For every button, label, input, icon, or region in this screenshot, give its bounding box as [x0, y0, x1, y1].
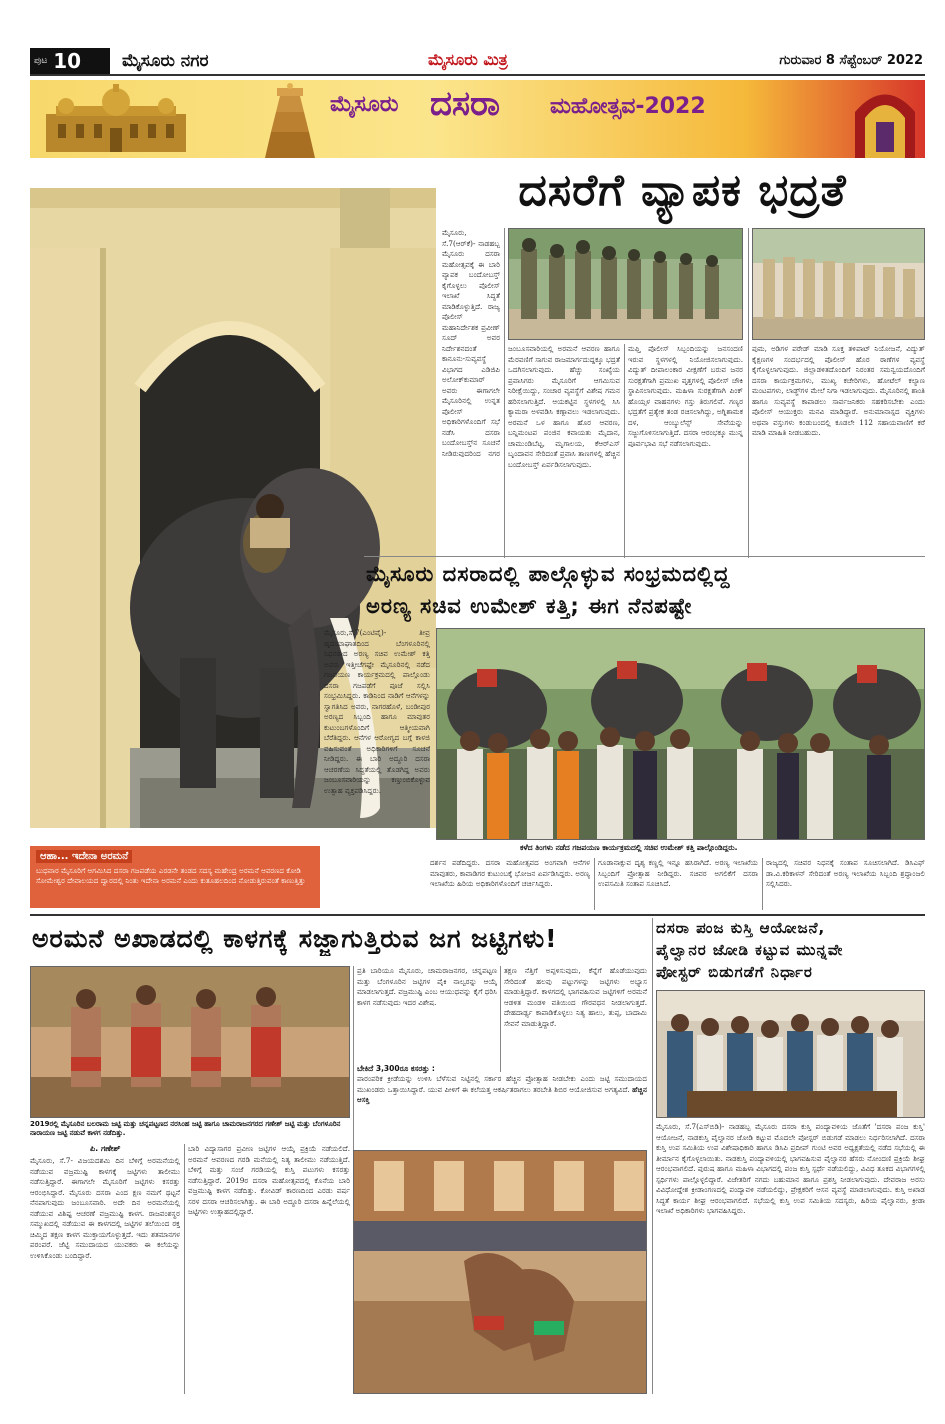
section-rule — [364, 556, 925, 557]
wrestlers-headline — [32, 922, 647, 956]
wrestlers-lower-subheading: ಹೆಚ್ಚಿನ ಆಸಕ್ತಿ — [357, 1084, 647, 1104]
lead-column-4-body — [752, 344, 925, 558]
gajapayana-scene — [437, 629, 925, 840]
minister-headline-line1: ಮೈಸೂರು ದಸರಾದಲ್ಲಿ ಪಾಲ್ಗೊಳ್ಳುವ ಸಂಭ್ರಮದಲ್ಲಿದ್ದ — [366, 562, 731, 586]
minister-headline-line2: ಅರಣ್ಯ ಸಚಿವ ಉಮೇಶ್ ಕತ್ತಿ; ಈಗ ನೆನಪಷ್ಟೇ — [366, 594, 693, 618]
elephant-caption-body: ಬುಧವಾರ ಮೈಸೂರಿಗೆ ಆಗಮಿಸಿದ ದಸರಾ ಗಜಪಡೆಯ ಎರಡನೇ ತಂಡದ ಸದಸ್ಯ ಮಹೇಂದ್ರ ಅರಮನೆ ಆವರಣದ ಕೋಡಿ ಸೋಮೇಶ್ವರ ದೇವಾಲಯದ ದ್ವಾರದಲ್ಲಿ ನಿಂತು ಇದೇನಾ ಅರಮನೆ ಎಂದು ಕುತೂಹಲದಿಂದ ನೋಡುತ್ತಿರುವಂತೆ ಕಾಣುತ್ತಿತ್ತು — [36, 866, 306, 885]
wrestlers-column-lower — [357, 1074, 647, 1144]
temple-gopura-illustration — [255, 82, 325, 158]
kusti-meeting-photo — [656, 990, 925, 1118]
gajapayana-photo-caption: ಕಳೆದ ತಿಂಗಳು ನಡೆದ ಗಜಪಯಣ ಕಾರ್ಯಕ್ರಮದಲ್ಲಿ ಸಚಿವ ಉಮೇಶ್ ಕತ್ತಿ ಪಾಲ್ಗೊಂಡಿದ್ದರು. — [520, 843, 738, 852]
wrestlers-posing-scene — [31, 967, 350, 1118]
page-number-box — [30, 48, 110, 74]
minister-column-b: ಗೂಡಾನಾಕ್ಸುವ ದೃಶ್ಯ ಕಣ್ಣಲ್ಲಿ ಇನ್ನೂ ಹಸಿರಾಗಿದೆ. ಅರಣ್ಯ ಇಲಾಖೆಯ ಸಿಬ್ಬಂದಿಗೆ ಪ್ರೋತ್ಸಾಹ ನೀಡಿದ್ದರು. ಸಚಿವರ ಅಗಲಿಕೆಗೆ ದಸರಾ ಉಪಸಮಿತಿ ಸಂತಾಪ ಸೂಚಿಸಿದೆ. — [598, 858, 758, 888]
lead-column-2: ಜಂಬೂಸವಾರಿಯಲ್ಲಿ ಅರಮನೆ ಆವರಣ ಹಾಗೂ ಮೆರವಣಿಗೆ ಸಾಗುವ ರಾಜಮಾರ್ಗದುದ್ದಕ್ಕೂ ಭದ್ರತೆ ಒದಗಿಸಲಾಗುವುದು. ಹೆಚ್ಚು ಸಂಖ್ಯೆಯ ಪ್ರವಾಸಿಗರು ಮೈಸೂರಿಗೆ ಆಗಮಿಸುವ ನಿರೀಕ್ಷೆಯಿದ್ದು, ಸಂಚಾರ ವ್ಯವಸ್ಥೆಗೆ ವಿಶೇಷ ಗಮನ ಹರಿಸಲಾಗುತ್ತಿದೆ. ಆಯಕಟ್ಟಿನ ಸ್ಥಳಗಳಲ್ಲಿ ಸಿಸಿ ಕ್ಯಾಮರಾ ಅಳವಡಿಸಿ ಕಣ್ಗಾವಲು ಇಡಲಾಗುವುದು. ಅರಮನೆ ಒಳ ಹಾಗೂ ಹೊರ ಆವರಣ, ಬನ್ನಿಮಂಟಪ ಪಂಜಿನ ಕವಾಯತು ಮೈದಾನ, ಚಾಮುಂಡಿಬೆಟ್ಟ, ಮೃಗಾಲಯ, ಕೆಆರ್‌ಎಸ್ ಬೃಂದಾವನ ಸೇರಿದಂತೆ ಪ್ರವಾಸಿ ತಾಣಗಳಲ್ಲಿ ಹೆಚ್ಚಿನ ಬಂದೋಬಸ್ತ್ ಏರ್ಪಡಿಸಲಾಗುವುದು. — [508, 344, 620, 469]
kusti-headline-line2: ಪೈಲ್ವಾನರ ಜೋಡಿ ಕಟ್ಟುವ ಮುನ್ನವೇ — [656, 941, 844, 959]
column-rule — [500, 966, 501, 1072]
kusti-headline-line3: ಪೋಸ್ಟರ್ ಬಿಡುಗಡೆಗೆ ನಿರ್ಧಾರ — [656, 963, 813, 981]
masthead-logo: ಮೈಸೂರು ಮಿತ್ರ — [428, 50, 508, 69]
wrestlers-column-4: ತಕ್ಷಣ ನೆತ್ತಿಗೆ ಅಪ್ಪಳಿಸುವುದು, ಕೆನ್ನೆಗೆ ಹೊಡೆಯುವುದು ಸೇರಿದಂತೆ ಹಲವು ಪಟ್ಟುಗಳನ್ನು ಜಟ್ಟಿಗಳು ಅಭ್ಯಾಸ ಮಾಡುತ್ತಿದ್ದಾರೆ. ಕಾಳಗದಲ್ಲಿ ಭಾಗವಹಿಸುವ ಜಟ್ಟಿಗಳಿಗೆ ಅರಮನೆ ಆಡಳಿತ ಮಂಡಳಿ ವತಿಯಿಂದ ಗೌರವಧನ ನೀಡಲಾಗುತ್ತದೆ. ದೇಹದಾರ್ಢ್ಯ ಕಾಪಾಡಿಕೊಳ್ಳಲು ನಿತ್ಯ ಹಾಲು, ತುಪ್ಪ, ಬಾದಾಮಿ ಸೇವನೆ ಮಾಡುತ್ತಿದ್ದಾರೆ. — [504, 966, 647, 1028]
column-rule — [594, 858, 595, 910]
wrestling-bout-scene — [354, 1151, 647, 1394]
page-header — [30, 48, 925, 76]
police-march-photo — [508, 228, 743, 340]
wrestlers-column-lower-text: ಪಾರಂಪರಿಕ ಕ್ರೀಡೆಯನ್ನು ಉಳಿಸಿ ಬೆಳೆಸುವ ನಿಟ್ಟಿನಲ್ಲಿ ಸರ್ಕಾರ ಹೆಚ್ಚಿನ ಪ್ರೋತ್ಸಾಹ ನೀಡಬೇಕು ಎಂದು ಜಟ್ಟಿ ಸಮುದಾಯದ ಮುಖಂಡರು ಒತ್ತಾಯಿಸಿದ್ದಾರೆ. ಯುವ ಪೀಳಿಗೆ ಈ ಕಲೆಯತ್ತ ಆಕರ್ಷಿತರಾಗಲು ತರಬೇತಿ ಶಿಬಿರ ಆಯೋಜಿಸುವ ಅಗತ್ಯವಿದೆ. — [357, 1074, 647, 1094]
column-rule — [762, 858, 763, 910]
wrestlers-headline-text: ಅರಮನೆ ಅಖಾಡದಲ್ಲಿ ಕಾಳಗಕ್ಕೆ ಸಜ್ಜಾಗುತ್ತಿರುವ ಜಗ ಜಟ್ಟಿಗಳು! — [32, 924, 558, 953]
page-label: ಪುಟ — [34, 56, 48, 66]
palace-illustration — [36, 84, 196, 156]
wrestlers-byline: ಪಿ. ಗಣೇಶ್ — [90, 1144, 121, 1153]
column-rule — [184, 1144, 185, 1394]
lead-column-1: ಮೈಸೂರು, ಸೆ.7(ಆರ್‌ಕೆ)- ನಾಡಹಬ್ಬ ಮೈಸೂರು ದಸರಾ ಮಹೋತ್ಸವಕ್ಕೆ ಈ ಬಾರಿ ವ್ಯಾಪಕ ಬಂದೋಬಸ್ತ್ ಕೈಗೊಳ್ಳಲು ಪೊಲೀಸ್ ಇಲಾಖೆ ಸಿದ್ಧತೆ ಮಾಡಿಕೊಳ್ಳುತ್ತಿದೆ. ರಾಜ್ಯ ಪೊಲೀಸ್ ಮಹಾನಿರ್ದೇಶಕ ಪ್ರವೀಣ್ ಸೂದ್ ಅವರ ನಿರ್ದೇಶನದಂತೆ ಕಾನೂನು-ಸುವ್ಯವಸ್ಥೆ ವಿಭಾಗದ ಎಡಿಜಿಪಿ ಅಲೋಕ್‌ಕುಮಾರ್ ಅವರು ಈಗಾಗಲೇ ಮೈಸೂರಿನಲ್ಲಿ ಉನ್ನತ ಪೊಲೀಸ್ ಅಧಿಕಾರಿಗಳೊಂದಿಗೆ ಸಭೆ ನಡೆಸಿ ದಸರಾ ಬಂದೋಬಸ್ತ್‌ನ ಸೂಚನೆ ನೀಡಿರುವುದರಿಂದ ನಗರ — [442, 228, 500, 458]
chamundeshwari-illustration — [850, 82, 920, 158]
wrestlers-subheading: ಬೇಕಿದೆ 3,300ರೂ ಕಸರತ್ತು : — [357, 1064, 435, 1073]
police-parade-photo — [752, 228, 925, 340]
wrestlers-posing-photo — [30, 966, 350, 1118]
issue-date: ಗುರುವಾರ 8 ಸೆಪ್ಟೆಂಬರ್ 2022 — [779, 53, 923, 68]
page-number: 10 — [53, 49, 82, 73]
police-parade-scene — [753, 229, 925, 340]
banner-title-dasara: ದಸರಾ — [430, 84, 501, 124]
elephant-caption-title: ಆಹಾ... ಇದೇನಾ ಅರಮನೆ — [36, 850, 132, 863]
minister-column-a: ದರ್ಶನ ಪಡೆದಿದ್ದರು. ದಸರಾ ಮಹೋತ್ಸವದ ಅಂಗವಾಗಿ ಆನೆಗಳ ಮಾವುತರು, ಕಾವಾಡಿಗರ ಕುಟುಂಬಕ್ಕೆ ಭೋಜನ ಏರ್ಪಡಿಸಿದ್ದರು. ಅರಣ್ಯ ಇಲಾಖೆಯ ಹಿರಿಯ ಅಧಿಕಾರಿಗಳೊಂದಿಗೆ ಚರ್ಚಿಸಿದ್ದರು. — [430, 858, 590, 888]
wrestlers-column-3-top: ಪ್ರತಿ ಬಾರಿಯೂ ಮೈಸೂರು, ಚಾಮರಾಜನಗರ, ಚನ್ನಪಟ್ಟಣ ಮತ್ತು ಬೆಂಗಳೂರಿನ ಜಟ್ಟಿಗಳ ಪೈಕಿ ನಾಲ್ವರನ್ನು ಆಯ್ಕೆ ಮಾಡಲಾಗುತ್ತದೆ. ವಜ್ರಮುಷ್ಟಿ ಎಂಬ ಆಯುಧವನ್ನು ಕೈಗೆ ಧರಿಸಿ ಕಾಳಗ ನಡೆಸುವುದು ಇದರ ವಿಶೇಷ. — [357, 966, 497, 1007]
elephant-caption-box — [30, 846, 320, 908]
minister-column-c: ರಾಜ್ಯದಲ್ಲಿ ಸಚಿವರ ನಿಧನಕ್ಕೆ ಸಂತಾಪ ಸೂಚಿಸಲಾಗಿದೆ. ಡಿಸಿಎಫ್ ಡಾ.ವಿ.ಕರಿಕಾಳನ್ ಸೇರಿದಂತೆ ಅರಣ್ಯ ಇಲಾಖೆಯ ಸಿಬ್ಬಂದಿ ಶ್ರದ್ಧಾಂಜಲಿ ಸಲ್ಲಿಸಿದರು. — [766, 858, 925, 888]
column-rule — [652, 918, 653, 1394]
wrestlers-column-2: ಬಾರಿ ವಿದ್ಯಾಸಾಗರ ಪ್ರವೀಣ ಜಟ್ಟಿಗಳ ಆಯ್ಕೆ ಪ್ರಕ್ರಿಯೆ ನಡೆಯಲಿದೆ. ಅರಮನೆ ಆವರಣದ ಗರಡಿ ಮನೆಯಲ್ಲಿ ನಿತ್ಯ ತಾಲೀಮು ನಡೆಯುತ್ತಿದೆ. ಬೆಳಿಗ್ಗೆ ಮತ್ತು ಸಂಜೆ ಗರಡಿಯಲ್ಲಿ ಕುಸ್ತಿ ಪಟುಗಳು ಕಸರತ್ತು ನಡೆಸುತ್ತಿದ್ದಾರೆ. 2019ರ ದಸರಾ ಮಹೋತ್ಸವದಲ್ಲಿ ಕೊನೆಯ ಬಾರಿ ವಜ್ರಮುಷ್ಟಿ ಕಾಳಗ ನಡೆದಿತ್ತು. ಕೋವಿಡ್ ಕಾರಣದಿಂದ ಎರಡು ವರ್ಷ ಸರಳ ದಸರಾ ಆಚರಿಸಲಾಗಿತ್ತು. ಈ ಬಾರಿ ಅದ್ಧೂರಿ ದಸರಾ ಹಿನ್ನೆಲೆಯಲ್ಲಿ ಜಟ್ಟಿಗಳು ಉತ್ಸಾಹದಲ್ಲಿದ್ದಾರೆ. — [188, 1144, 350, 1216]
section-name: ಮೈಸೂರು ನಗರ — [122, 51, 209, 71]
column-rule — [504, 228, 505, 558]
kusti-body: ಮೈಸೂರು, ಸೆ.7(ಎಸ್‌ಬಿಡಿ)- ನಾಡಹಬ್ಬ ಮೈಸೂರು ದಸರಾ ಕುಸ್ತಿ ಪಂದ್ಯಾವಳಿಯ ಜೊತೆಗೆ 'ದಸರಾ ಪಂಜ ಕುಸ್ತಿ' ಆಯೋಜನೆ, ನಾಡಕುಸ್ತಿ ಪೈಲ್ವಾನರ ಜೋಡಿ ಕಟ್ಟುವ ಮೊದಲೇ ಪೋಸ್ಟರ್ ಬಿಡುಗಡೆ ಮಾಡಲು ನಿರ್ಧರಿಸಲಾಗಿದೆ. ದಸರಾ ಕುಸ್ತಿ ಉಪ ಸಮಿತಿಯ ಉಪ ವಿಶೇಷಾಧಿಕಾರಿ ಹಾಗೂ ಡಿಸಿಪಿ ಪ್ರದೀಪ್ ಗುಂಟಿ ಅವರ ಅಧ್ಯಕ್ಷತೆಯಲ್ಲಿ ನಡೆದ ಸಭೆಯಲ್ಲಿ ಈ ತೀರ್ಮಾನ ಕೈಗೊಳ್ಳಲಾಯಿತು. ನಾಡಕುಸ್ತಿ ಪಂದ್ಯಾವಳಿಯಲ್ಲಿ ಭಾಗವಹಿಸುವ ಪೈಲ್ವಾನರ ಹೆಸರು ನೋಂದಣಿ ಪ್ರಕ್ರಿಯೆ ಶೀಘ್ರ ಆರಂಭವಾಗಲಿದೆ. ಪುರುಷ ಹಾಗೂ ಮಹಿಳಾ ವಿಭಾಗದಲ್ಲಿ ಪಂಜ ಕುಸ್ತಿ ಸ್ಪರ್ಧೆ ನಡೆಯಲಿದ್ದು, ವಿವಿಧ ತೂಕದ ವಿಭಾಗಗಳಲ್ಲಿ ಸ್ಪರ್ಧಿಗಳು ಪಾಲ್ಗೊಳ್ಳಲಿದ್ದಾರೆ. ವಿಜೇತರಿಗೆ ನಗದು ಬಹುಮಾನ ಹಾಗೂ ಪ್ರಶಸ್ತಿ ನೀಡಲಾಗುವುದು. ದೇವರಾಜ ಅರಸು ವಿವಿಧೋದ್ದೇಶ ಕ್ರೀಡಾಂಗಣದಲ್ಲಿ ಪಂದ್ಯಾವಳಿ ನಡೆಯಲಿದ್ದು, ಪ್ರೇಕ್ಷಕರಿಗೆ ಆಸನ ವ್ಯವಸ್ಥೆ ಮಾಡಲಾಗುವುದು. ಕುಸ್ತಿ ಅಖಾಡ ಸಿದ್ಧತೆ ಕಾರ್ಯ ಶೀಘ್ರ ಆರಂಭವಾಗಲಿದೆ. ಸಭೆಯಲ್ಲಿ ಕುಸ್ತಿ ಉಪ ಸಮಿತಿಯ ಸದಸ್ಯರು, ಹಿರಿಯ ಪೈಲ್ವಾನರು, ಕ್ರೀಡಾ ಇಲಾಖೆ ಅಧಿಕಾರಿಗಳು ಭಾಗವಹಿಸಿದ್ದರು. — [656, 1122, 925, 1215]
dasara-banner — [30, 80, 925, 158]
lead-column-3: ಮಫ್ತಿ ಪೊಲೀಸ್ ಸಿಬ್ಬಂದಿಯನ್ನು ಜನಸಂದಣಿ ಇರುವ ಸ್ಥಳಗಳಲ್ಲಿ ನಿಯೋಜಿಸಲಾಗುವುದು. ವಿದ್ಯುತ್ ದೀಪಾಲಂಕಾರ ವೀಕ್ಷಣೆಗೆ ಬರುವ ಜನರ ಸುರಕ್ಷತೆಗಾಗಿ ಪ್ರಮುಖ ವೃತ್ತಗಳಲ್ಲಿ ಪೊಲೀಸ್ ಚೌಕಿ ಸ್ಥಾಪಿಸಲಾಗುವುದು. ಮಹಿಳಾ ಸುರಕ್ಷತೆಗಾಗಿ ಪಿಂಕ್ ಹೊಯ್ಸಳ ವಾಹನಗಳು ಗಸ್ತು ತಿರುಗಲಿವೆ. ಗಣ್ಯರ ಭದ್ರತೆಗೆ ಪ್ರತ್ಯೇಕ ತಂಡ ರಚಿಸಲಾಗಿದ್ದು, ಅಗ್ನಿಶಾಮಕ ದಳ, ಆಂಬ್ಯುಲೆನ್ಸ್ ಸೇವೆಯನ್ನು ಸಜ್ಜುಗೊಳಿಸಲಾಗುತ್ತಿದೆ. ದಸರಾ ಆರಂಭಕ್ಕೂ ಮುನ್ನ ಪೂರ್ವಭಾವಿ ಸಭೆ ನಡೆಸಲಾಗುವುದು. — [628, 344, 743, 448]
banner-title-mahotsava: ಮಹೋತ್ಸವ-2022 — [550, 94, 706, 119]
minister-left-column: ಮೈಸೂರು,ಸೆ.7(ಎಂಟಿವೈ)- ತೀವ್ರ ಹೃದಯಾಘಾತದಿಂದ ಬೆಂಗಳೂರಿನಲ್ಲಿ ನಿಧನರಾದ ಅರಣ್ಯ ಸಚಿವ ಉಮೇಶ್ ಕತ್ತಿ ಅವರು ಇತ್ತೀಚೆಗಷ್ಟೇ ಮೈಸೂರಿನಲ್ಲಿ ನಡೆದ ಗಜಪಯಣ ಕಾರ್ಯಕ್ರಮದಲ್ಲಿ ಪಾಲ್ಗೊಂಡು ದಸರಾ ಗಜಪಡೆಗೆ ಪೂಜೆ ಸಲ್ಲಿಸಿ ಸಂಭ್ರಮಿಸಿದ್ದರು. ಕಾಡಿನಿಂದ ನಾಡಿಗೆ ಆನೆಗಳನ್ನು ಸ್ವಾಗತಿಸಿದ ಅವರು, ನಾಗರಹೊಳೆ, ಬಂಡೀಪುರ ಅರಣ್ಯದ ಸಿಬ್ಬಂದಿ ಹಾಗೂ ಮಾವುತರ ಕುಟುಂಬಗಳೊಂದಿಗೆ ಆತ್ಮೀಯವಾಗಿ ಬೆರೆತಿದ್ದರು. ಆನೆಗಳ ಆರೋಗ್ಯದ ಬಗ್ಗೆ ಕಾಳಜಿ ವಹಿಸುವಂತೆ ಅಧಿಕಾರಿಗಳಿಗೆ ಸೂಚನೆ ನೀಡಿದ್ದರು. ಈ ಬಾರಿ ಅದ್ಧೂರಿ ದಸರಾ ಆಚರಣೆಯ ಸಿದ್ಧತೆಯಲ್ಲಿ ತೊಡಗಿದ್ದ ಅವರು ಜಂಬೂಸವಾರಿಯನ್ನು ಕಣ್ತುಂಬಿಕೊಳ್ಳುವ ಉತ್ಸಾಹ ವ್ಯಕ್ತಪಡಿಸಿದ್ದರು. — [324, 628, 430, 795]
lead-column-4-text: ಪುಮ, ಅಡಿಗಳ ಪರೇಡ್ ಮಾಡಿ ಸೂಕ್ತ ತಳಿಪಾಟ್ ನಿಯೋಜನೆ, ವಿದ್ಯುತ್ ಕೈಕ್ಷಣಗಳ ಸಂದರ್ಭದಲ್ಲಿ ಪೊಲೀಸ್ ಹೊರ ಠಾಣೆಗಳ ವ್ಯವಸ್ಥೆ ಕೈಗೊಳ್ಳಲಾಗುವುದು. ಜಿಲ್ಲಾಡಳಿತದೊಂದಿಗೆ ನಿರಂತರ ಸಮನ್ವಯದೊಂದಿಗೆ ದಸರಾ ಕಾರ್ಯಕ್ರಮಗಳು, ಮುಖ್ಯ ಕಚೇರಿಗಳು, ಹೋಟೆಲ್ ಕಲ್ಯಾಣ ಮಂಟಪಗಳು, ಲಾಡ್ಜ್‌ಗಳ ಮೇಲೆ ನಿಗಾ ಇಡಲಾಗುವುದು. ಮೈಸೂರಿನಲ್ಲಿ ಶಾಂತಿ ಹಾಗೂ ಸುವ್ಯವಸ್ಥೆ ಕಾಪಾಡಲು ಸಾರ್ವಜನಿಕರು ಸಹಕರಿಸಬೇಕು ಎಂದು ಪೊಲೀಸ್ ಆಯುಕ್ತರು ಮನವಿ ಮಾಡಿದ್ದಾರೆ. ಅನುಮಾನಾಸ್ಪದ ವ್ಯಕ್ತಿಗಳು ಅಥವಾ ವಸ್ತುಗಳು ಕಂಡುಬಂದಲ್ಲಿ ಕೂಡಲೇ 112 ಸಹಾಯವಾಣಿಗೆ ಕರೆ ಮಾಡಿ ಮಾಹಿತಿ ನೀಡಬಹುದು. — [752, 344, 925, 437]
kusti-meeting-scene — [657, 991, 925, 1118]
kusti-headline-line1: ದಸರಾ ಪಂಜ ಕುಸ್ತಿ ಆಯೋಜನೆ, — [656, 919, 826, 937]
section-rule — [30, 914, 925, 916]
wrestlers-photo-caption: 2019ರಲ್ಲಿ ಮೈಸೂರಿನ ಬಲರಾಮ ಜಟ್ಟಿ ಮತ್ತು ಚನ್ನಪಟ್ಟಣದ ನರಸಿಂಹ ಜಟ್ಟಿ ಹಾಗೂ ಚಾಮರಾಜನಗರದ ಗಣೇಶ್ ಜಟ್ಟಿ ಮತ್ತು ಬೆಂಗಳೂರಿನ ನಾರಾಯಣ ಜಟ್ಟಿ ನಡುವೆ ಕಾಳಗ ನಡೆದಿತ್ತು. — [30, 1120, 341, 1137]
wrestlers-column-1: ಮೈಸೂರು, ಸೆ.7- ವಿಜಯದಶಮಿ ದಿನ ಬೆಳಿಗ್ಗೆ ಅರಮನೆಯಲ್ಲಿ ನಡೆಯುವ ವಜ್ರಮುಷ್ಟಿ ಕಾಳಗಕ್ಕೆ ಜಟ್ಟಿಗಳು ತಾಲೀಮು ನಡೆಸುತ್ತಿದ್ದಾರೆ. ಈಗಾಗಲೇ ಮೈಸೂರಿಗೆ ಜಟ್ಟಿಗಳು ಕಸರತ್ತು ಆರಂಭಿಸಿದ್ದಾರೆ. ಮೈಸೂರು ದಸರಾ ಎಂದ ಕ್ಷಣ ನಮಗೆ ಥಟ್ಟನೆ ನೆನಪಾಗುವುದು ಜಂಬೂಸವಾರಿ. ಅದೇ ದಿನ ಅರಮನೆಯಲ್ಲಿ ನಡೆಯುವ ವಿಶಿಷ್ಟ ಆಚರಣೆ ವಜ್ರಮುಷ್ಟಿ ಕಾಳಗ. ರಾಜವಂಶಸ್ಥರ ಸಮ್ಮುಖದಲ್ಲಿ ನಡೆಯುವ ಈ ಕಾಳಗದಲ್ಲಿ ಜಟ್ಟಿಗಳ ತಲೆಯಿಂದ ರಕ್ತ ಚಿಮ್ಮಿದ ತಕ್ಷಣ ಕಾಳಗ ಮುಕ್ತಾಯಗೊಳ್ಳುತ್ತದೆ. ಇದು ಶತಮಾನಗಳ ಪರಂಪರೆ. ಜೆಟ್ಟಿ ಸಮುದಾಯದ ಯುವಕರು ಈ ಕಲೆಯನ್ನು ಉಳಿಸಿಕೊಂಡು ಬಂದಿದ್ದಾರೆ. — [30, 1156, 180, 1260]
banner-title-mysuru: ಮೈಸೂರು — [330, 92, 399, 117]
column-rule — [624, 344, 625, 558]
wrestling-bout-photo — [353, 1150, 647, 1394]
lead-headline: ದಸರೆಗೆ ವ್ಯಾಪಕ ಭದ್ರತೆ — [518, 165, 847, 216]
column-rule — [748, 228, 749, 558]
gajapayana-group-photo — [436, 628, 925, 840]
police-march-scene — [509, 229, 743, 340]
